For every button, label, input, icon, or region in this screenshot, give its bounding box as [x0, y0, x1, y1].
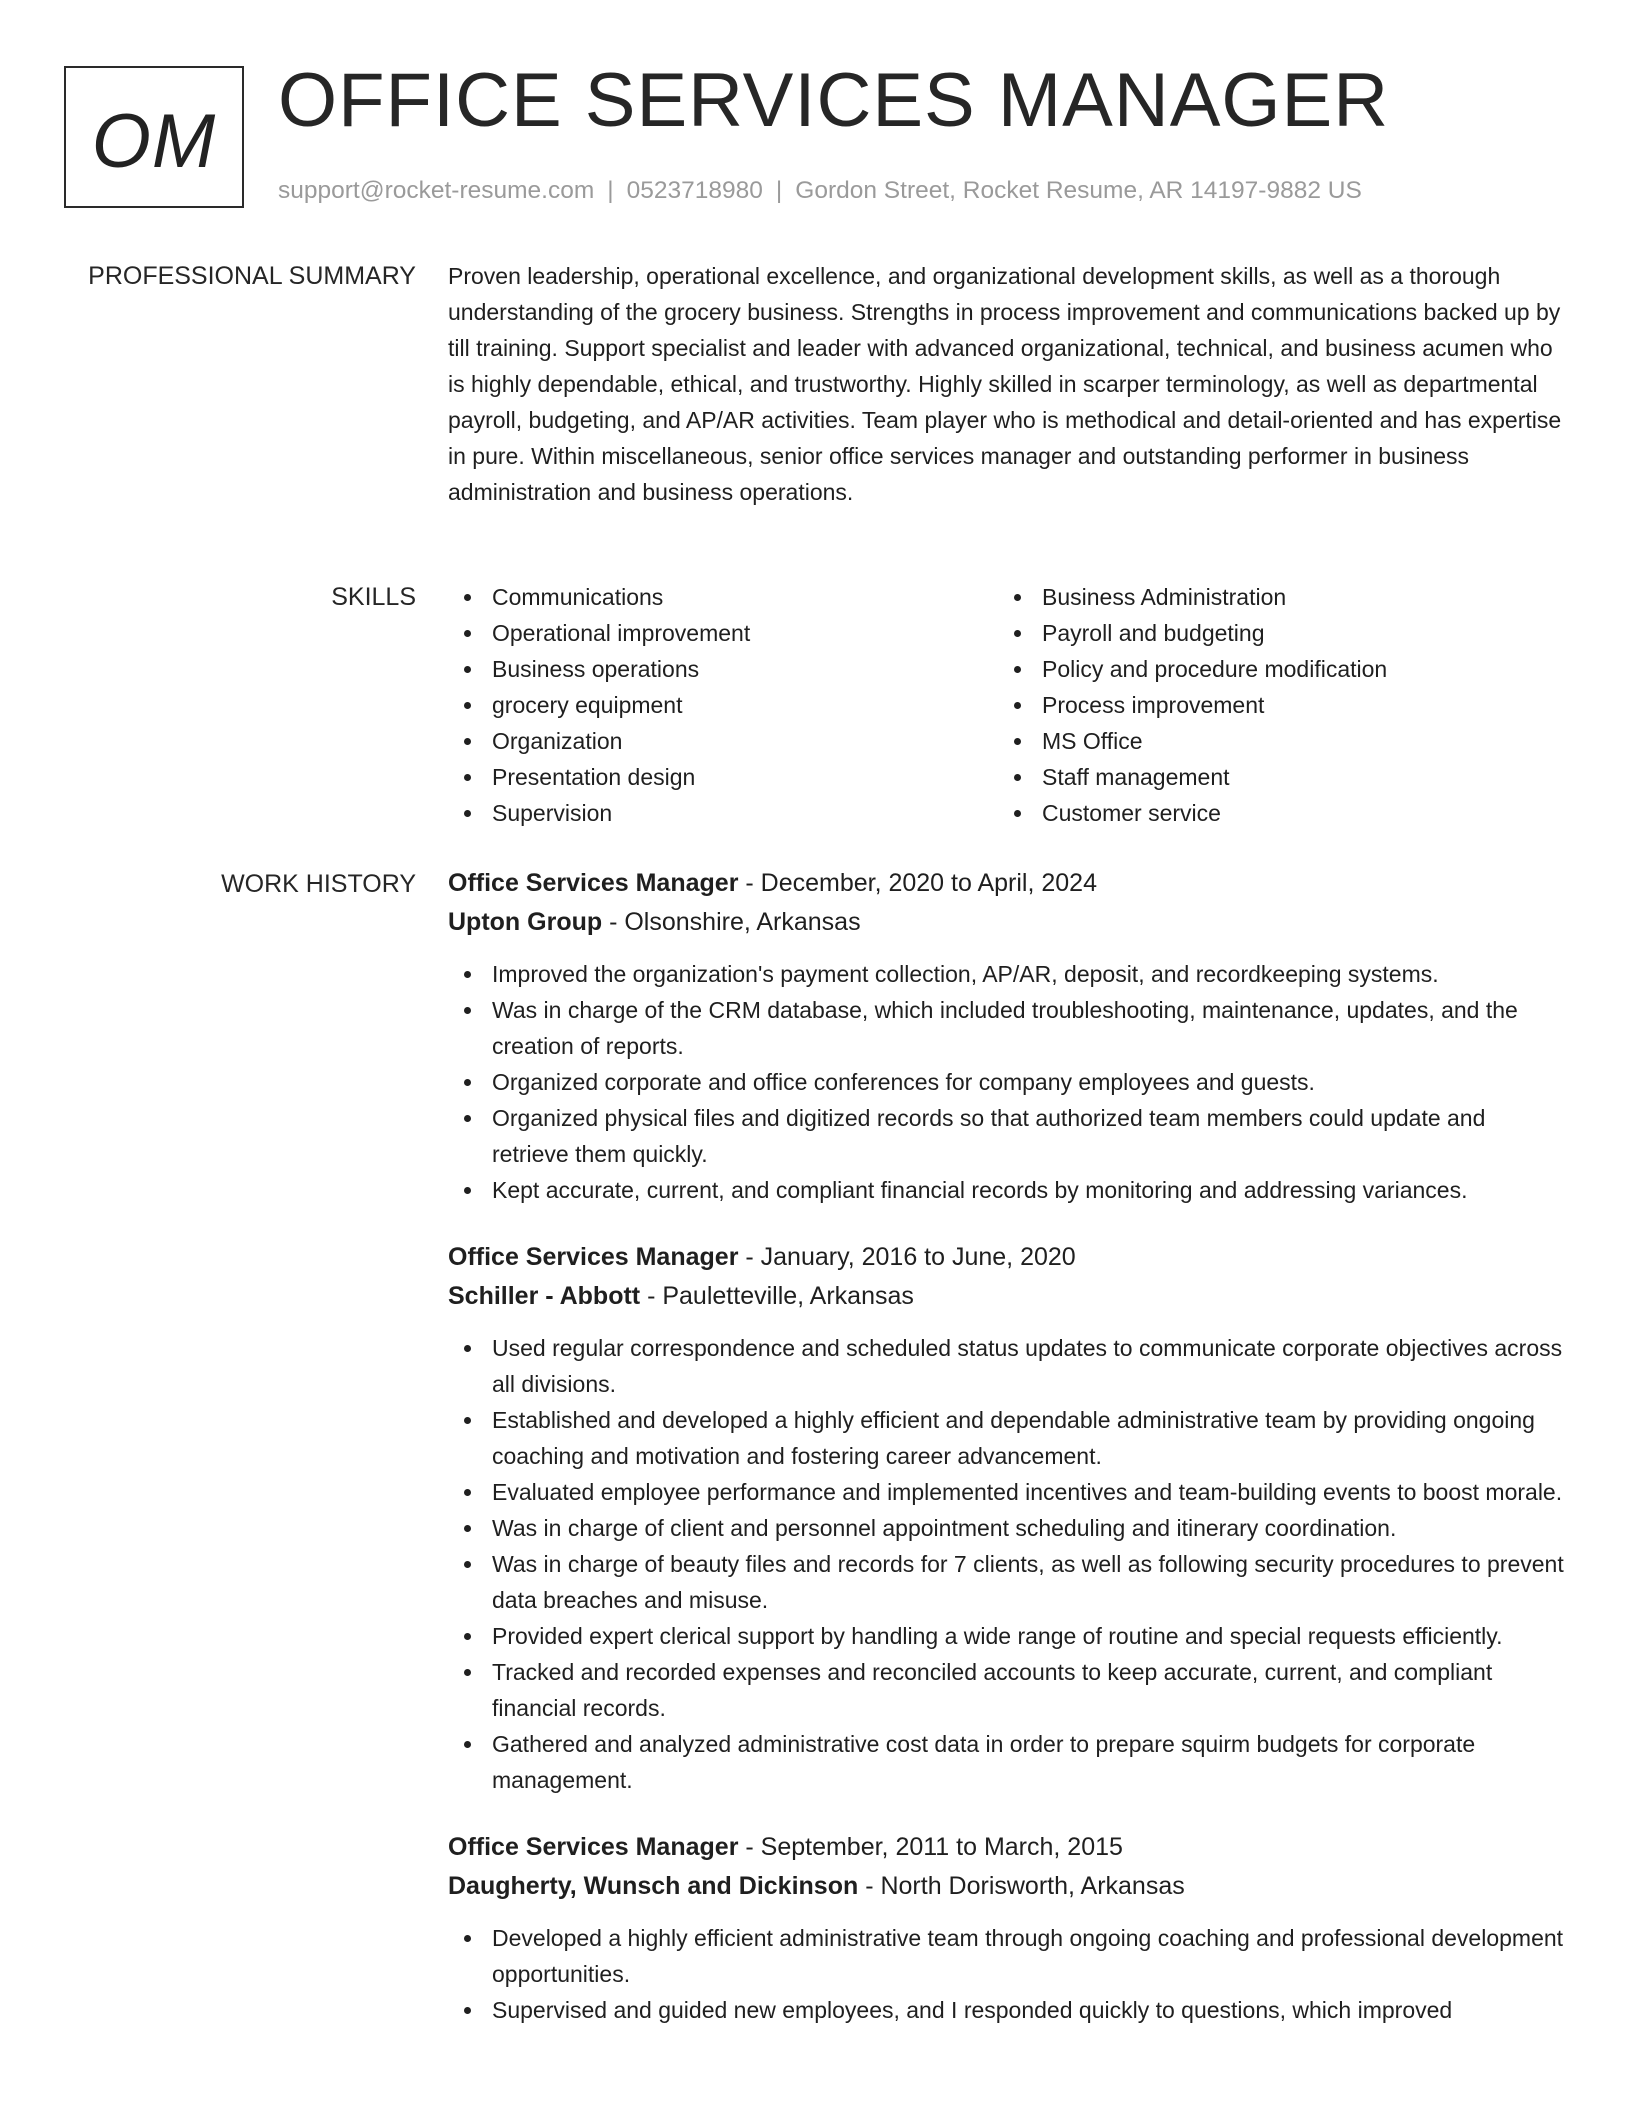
contact-separator: |: [607, 177, 614, 204]
section-label-work-history: WORK HISTORY: [221, 870, 416, 898]
job-bullet: Organized corporate and office conferences for company employees and guests.: [448, 1064, 1568, 1100]
contact-address: Gordon Street, Rocket Resume, AR 14197-9882 US: [795, 177, 1362, 204]
job-bullet: Used regular correspondence and scheduled status updates to communicate corporate objectives across all divisions.: [448, 1330, 1568, 1402]
job-company: Upton Group: [448, 908, 603, 936]
skill-item: Organization: [448, 723, 998, 759]
skill-item: Operational improvement: [448, 615, 998, 651]
job-bullets: [448, 956, 1568, 1208]
job-bullet: Provided expert clerical support by handling a wide range of routine and special requests efficiently.: [448, 1618, 1568, 1654]
job-entry: [448, 1828, 1568, 2028]
job-title-line: [448, 1828, 1568, 1867]
job-entry: [448, 864, 1568, 1208]
job-company-line: [448, 1867, 1568, 1906]
skills-grid: [448, 579, 1568, 831]
job-bullet: Evaluated employee performance and implemented incentives and team-building events to boost morale.: [448, 1474, 1568, 1510]
job-company-line: [448, 903, 1568, 942]
job-bullet: Was in charge of the CRM database, which included troubleshooting, maintenance, updates, and the creation of reports.: [448, 992, 1568, 1064]
skill-item: Supervision: [448, 795, 998, 831]
job-bullet: Supervised and guided new employees, and I responded quickly to questions, which improved: [448, 1992, 1568, 2028]
job-bullets: [448, 1920, 1568, 2028]
job-title: Office Services Manager: [448, 869, 739, 897]
job-bullet: Organized physical files and digitized records so that authorized team members could update and retrieve them quickly.: [448, 1100, 1568, 1172]
skill-item: Business operations: [448, 651, 998, 687]
skill-item: Payroll and budgeting: [998, 615, 1548, 651]
skill-item: Policy and procedure modification: [998, 651, 1548, 687]
section-label-summary: PROFESSIONAL SUMMARY: [88, 262, 416, 290]
summary-text: Proven leadership, operational excellence, and organizational development skills, as well as a thorough understanding of the grocery business. Strengths in process improvement and communications backed up by till training. Support specialist and leader with advanced organizational, technical, and business acumen who is highly dependable, ethical, and trustworthy. Highly skilled in scarper terminology, as well as departmental payroll, budgeting, and AP/AR activities. Team player who is methodical and detail-oriented and has expertise in pure. Within miscellaneous, senior office services manager and outstanding performer in business administration and business operations.: [448, 263, 1562, 505]
contact-separator: |: [775, 177, 783, 204]
skills-section: [448, 579, 1568, 831]
job-dates: - January, 2016 to June, 2020: [738, 1243, 1076, 1271]
job-company: Schiller - Abbott: [448, 1282, 641, 1310]
skill-item: Presentation design: [448, 759, 998, 795]
job-bullet: Was in charge of beauty files and records for 7 clients, as well as following security procedures to prevent data breaches and misuse.: [448, 1546, 1568, 1618]
skill-item: Staff management: [998, 759, 1548, 795]
skill-item: Communications: [448, 579, 998, 615]
job-dates: - September, 2011 to March, 2015: [738, 1833, 1123, 1861]
skills-list-left: [448, 579, 998, 831]
job-location: - Olsonshire, Arkansas: [602, 908, 861, 936]
contact-email[interactable]: support@rocket-resume.com: [278, 177, 595, 204]
monogram-box: [64, 66, 244, 208]
monogram-initials: OM: [91, 98, 217, 184]
job-company: Daugherty, Wunsch and Dickinson: [448, 1872, 859, 1900]
contact-phone[interactable]: 0523718980: [626, 177, 763, 204]
job-bullet: Tracked and recorded expenses and reconciled accounts to keep accurate, current, and compliant financial records.: [448, 1654, 1568, 1726]
skill-item: Customer service: [998, 795, 1548, 831]
job-bullet: Developed a highly efficient administrative team through ongoing coaching and professional development opportunities.: [448, 1920, 1568, 1992]
job-bullet: Established and developed a highly efficient and dependable administrative team by providing ongoing coaching and motivation and fostering career advancement.: [448, 1402, 1568, 1474]
job-dates: - December, 2020 to April, 2024: [738, 869, 1097, 897]
job-entry: [448, 1238, 1568, 1798]
job-bullets: [448, 1330, 1568, 1798]
job-company-line: [448, 1277, 1568, 1316]
skill-item: Business Administration: [998, 579, 1548, 615]
job-title-line: [448, 864, 1568, 903]
job-title: Office Services Manager: [448, 1833, 739, 1861]
job-bullet: Was in charge of client and personnel appointment scheduling and itinerary coordination.: [448, 1510, 1568, 1546]
job-bullet: Kept accurate, current, and compliant financial records by monitoring and addressing variances.: [448, 1172, 1568, 1208]
job-title-line: [448, 1238, 1568, 1277]
skill-item: Process improvement: [998, 687, 1548, 723]
resume-title: OFFICE SERVICES MANAGER: [278, 58, 1390, 143]
work-history-section: [448, 864, 1568, 2058]
skill-item: grocery equipment: [448, 687, 998, 723]
skill-item: MS Office: [998, 723, 1548, 759]
section-label-skills: SKILLS: [331, 583, 416, 611]
job-location: - Pauletteville, Arkansas: [640, 1282, 914, 1310]
job-location: - North Dorisworth, Arkansas: [858, 1872, 1185, 1900]
contact-line: [278, 174, 1362, 208]
skills-list-right: [998, 579, 1548, 831]
job-bullet: Gathered and analyzed administrative cost data in order to prepare squirm budgets for corporate management.: [448, 1726, 1568, 1798]
job-title: Office Services Manager: [448, 1243, 739, 1271]
job-bullet: Improved the organization's payment collection, AP/AR, deposit, and recordkeeping systems.: [448, 956, 1568, 992]
summary-section: [448, 258, 1568, 510]
